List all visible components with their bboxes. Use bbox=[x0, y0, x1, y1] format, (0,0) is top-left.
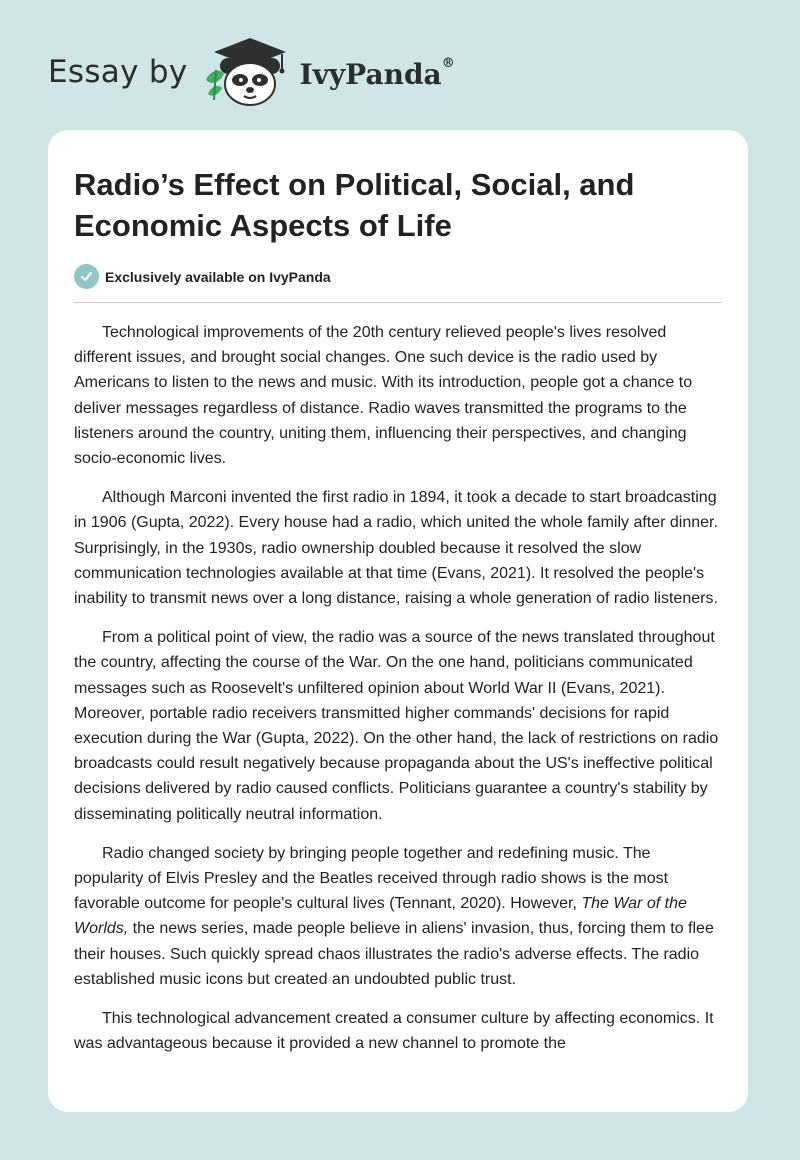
registered-mark: ® bbox=[441, 56, 455, 72]
check-circle-icon bbox=[74, 264, 99, 289]
paragraph: Technological improvements of the 20th century relieved people's lives resolved different issues, and brought social changes. One such device is the radio used by Americans to listen to the news and music. With its introduction, people got a chance to deliver messages regardless of distance. Radio waves transmitted the programs to the listeners around the country, uniting them, influencing their perspectives, and changing socio-economic lives. bbox=[74, 324, 693, 468]
brand-name[interactable]: IvyPanda® bbox=[299, 56, 455, 91]
panda-graduate-logo-icon bbox=[202, 36, 294, 108]
work-title: The War of the Worlds, bbox=[74, 895, 687, 938]
paragraph: This technological advancement created a consumer culture by affecting economics. It was advantageous because it provided a new channel to promote the bbox=[74, 1010, 714, 1053]
essay-card bbox=[48, 130, 748, 1112]
exclusive-badge bbox=[74, 264, 331, 289]
exclusive-label: Exclusively available on IvyPanda bbox=[105, 268, 331, 285]
site-header bbox=[48, 36, 455, 108]
essay-body bbox=[74, 320, 722, 1070]
paragraph: Although Marconi invented the first radio in 1894, it took a decade to start broadcasting in 1906 (Gupta, 2022). Every house had a radio, which united the whole family after dinner. Surprisingly, in the 1930s, radio ownership doubled because it resolved the slow communication technologies available at that time (Evans, 2021). It resolved the people's inability to transmit news over a long distance, raising a whole generation of radio listeners. bbox=[74, 489, 718, 608]
page-title: Radio’s Effect on Political, Social, and Economic Aspects of Life bbox=[74, 167, 635, 243]
essay-by-label: Essay by bbox=[48, 54, 188, 90]
paragraph: From a political point of view, the radio was a source of the news translated throughout the country, affecting the course of the War. On the one hand, politicians communicated messages such as Roosevelt's unfiltered opinion about World War II (Evans, 2021). Moreover, portable radio receivers transmitted higher commands' decisions for rapid execution during the War (Gupta, 2022). On the other hand, the lack of restrictions on radio broadcasts could result negatively because propaganda about the US's ineffective political decisions delivered by radio caused conflicts. Politicians guarantee a country's stability by disseminating politically neutral information. bbox=[74, 629, 719, 823]
paragraph bbox=[74, 841, 722, 992]
divider bbox=[74, 302, 722, 303]
paragraph-text: Radio changed society by bringing people together and redefining music. The popularity of Elvis Presley and the Beatles received through radio shows is the most favorable outcome for people's cultural lives (Tennant, 2020). However, bbox=[74, 844, 669, 913]
paragraph-text: the news series, made people believe in aliens' invasion, thus, forcing them to flee their houses. Such quickly spread chaos illustrates the radio's adverse effects. The radio established music icons but created an undoubted public trust. bbox=[74, 920, 714, 988]
